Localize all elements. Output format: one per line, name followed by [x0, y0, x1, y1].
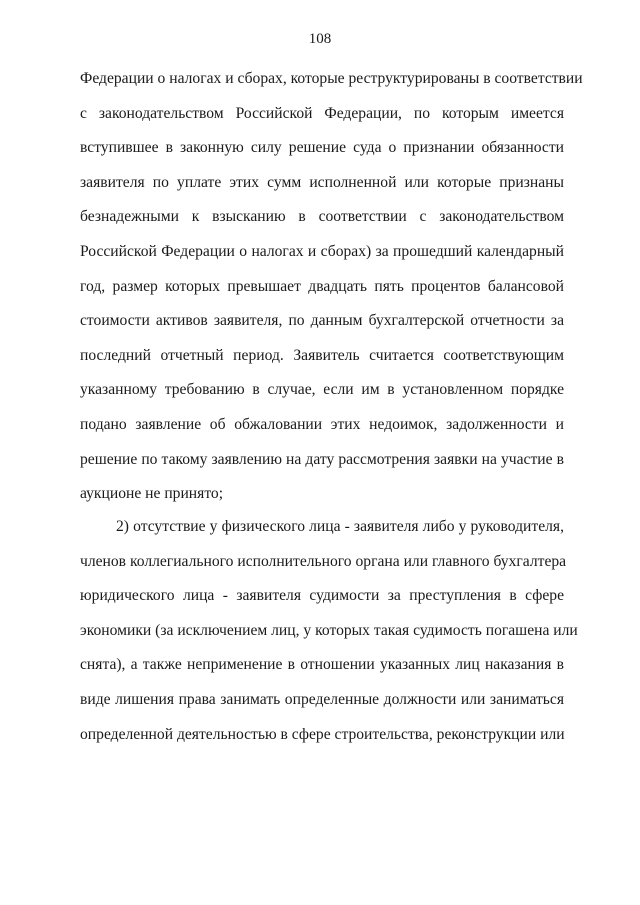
page-number: 108: [308, 31, 332, 47]
text-line: Федерации о налогах и сборах, которые реструктурированы в соответствии: [80, 70, 583, 87]
text-line: 2) отсутствие у физического лица - заявителя либо у руководителя,: [116, 518, 564, 535]
text-line: год, размер которых превышает двадцать пять процентов балансовой: [80, 277, 564, 295]
text-line: юридического лица - заявителя судимости за преступления в сфере: [80, 587, 564, 605]
text-line: аукционе не принято;: [80, 485, 224, 503]
text-line: последний отчетный период. Заявитель считается соответствующим: [80, 346, 564, 364]
text-line: подано заявление об обжаловании этих недоимок, задолженности и: [80, 415, 564, 433]
text-line: Российской Федерации о налогах и сборах) за прошедший календарный: [80, 242, 564, 260]
paragraph-2: [80, 510, 578, 752]
text-line: виде лишения права занимать определенные должности или заниматься: [80, 690, 564, 708]
paragraph-1: [80, 62, 583, 512]
text-line: снята), а также неприменение в отношении указанных лиц наказания в: [80, 656, 564, 674]
text-line: заявителя по уплате этих сумм исполненной или которые признаны: [80, 173, 564, 191]
text-line: с законодательством Российской Федерации, по которым имеется: [80, 104, 564, 122]
text-line: указанному требованию в случае, если им в установленном порядке: [80, 381, 564, 399]
text-line: экономики (за исключением лиц, у которых такая судимость погашена или: [80, 621, 578, 639]
text-line: решение по такому заявлению на дату рассмотрения заявки на участие в: [80, 450, 564, 468]
text-line: вступившее в законную силу решение суда о признании обязанности: [80, 139, 564, 157]
text-line: определенной деятельностью в сфере строительства, реконструкции или: [80, 725, 565, 743]
text-line: членов коллегиального исполнительного органа или главного бухгалтера: [80, 552, 567, 570]
text-line: стоимости активов заявителя, по данным бухгалтерской отчетности за: [80, 312, 564, 330]
text-line: безнадежными к взысканию в соответствии с законодательством: [80, 208, 564, 226]
